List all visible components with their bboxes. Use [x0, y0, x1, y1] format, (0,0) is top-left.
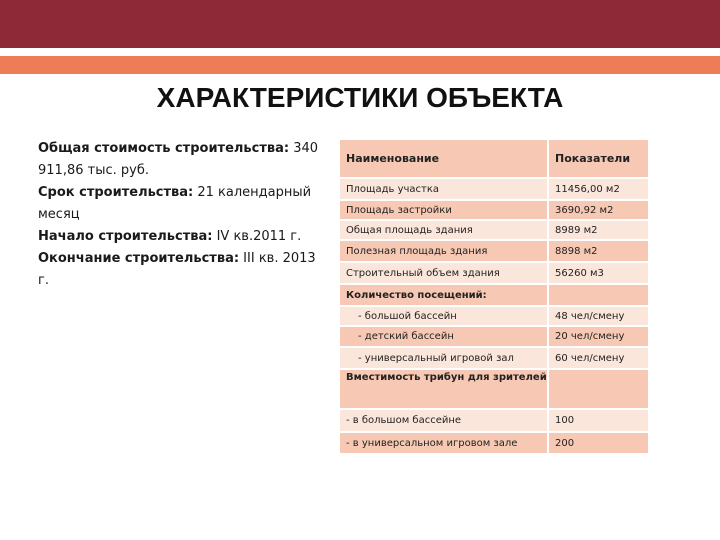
construction-end-value: III кв. 2013 г. — [38, 251, 316, 288]
total-cost — [38, 138, 328, 182]
table-row — [339, 326, 649, 347]
row-label: Площадь застройки — [339, 200, 548, 220]
table-row — [339, 369, 649, 409]
table-header — [339, 139, 649, 178]
row-label: Строительный объем здания — [339, 262, 548, 284]
table-row — [339, 306, 649, 326]
page-title: ХАРАКТЕРИСТИКИ ОБЪЕКТА — [156, 82, 564, 113]
construction-start-label: Начало строительства: — [38, 229, 213, 244]
column-header-values: Показатели — [548, 139, 649, 178]
row-label: - в универсальном игровом зале — [339, 432, 548, 454]
construction-end — [38, 248, 328, 292]
row-value — [548, 284, 649, 306]
row-value: 8898 м2 — [548, 240, 649, 262]
row-label: - универсальный игровой зал — [339, 347, 548, 369]
construction-period-label: Срок строительства: — [38, 185, 194, 200]
construction-period-value: 21 календарный месяц — [38, 185, 312, 222]
table-row — [339, 178, 649, 200]
construction-period — [38, 182, 328, 226]
row-label: - большой бассейн — [339, 306, 548, 326]
construction-start — [38, 226, 328, 248]
row-label: Вместимость трибун для зрителей — [339, 369, 548, 409]
row-value: 60 чел/смену — [548, 347, 649, 369]
row-value: 48 чел/смену — [548, 306, 649, 326]
project-summary — [38, 138, 328, 292]
table-row — [339, 347, 649, 369]
row-value: 100 — [548, 409, 649, 432]
row-label: Количество посещений: — [339, 284, 548, 306]
construction-end-label: Окончание строительства: — [38, 251, 240, 266]
table-row — [339, 284, 649, 306]
table-row — [339, 262, 649, 284]
table-row — [339, 200, 649, 220]
total-cost-label: Общая стоимость строительства: — [38, 141, 290, 156]
total-cost-value: 340 911,86 тыс. руб. — [38, 141, 319, 178]
row-value: 20 чел/смену — [548, 326, 649, 347]
top-banner — [0, 0, 720, 48]
table-row — [339, 409, 649, 432]
accent-stripe — [0, 56, 720, 74]
row-label: - в большом бассейне — [339, 409, 548, 432]
table-row — [339, 432, 649, 454]
characteristics-table — [338, 138, 650, 455]
construction-start-value: IV кв.2011 г. — [212, 229, 302, 244]
row-value: 200 — [548, 432, 649, 454]
table-row — [339, 240, 649, 262]
row-value: 11456,00 м2 — [548, 178, 649, 200]
row-value — [548, 369, 649, 409]
row-label: Общая площадь здания — [339, 220, 548, 240]
row-label: Площадь участка — [339, 178, 548, 200]
row-label: - детский бассейн — [339, 326, 548, 347]
column-header-name: Наименование — [339, 139, 548, 178]
table-row — [339, 220, 649, 240]
row-label: Полезная площадь здания — [339, 240, 548, 262]
row-value: 8989 м2 — [548, 220, 649, 240]
row-value: 3690,92 м2 — [548, 200, 649, 220]
row-value: 56260 м3 — [548, 262, 649, 284]
